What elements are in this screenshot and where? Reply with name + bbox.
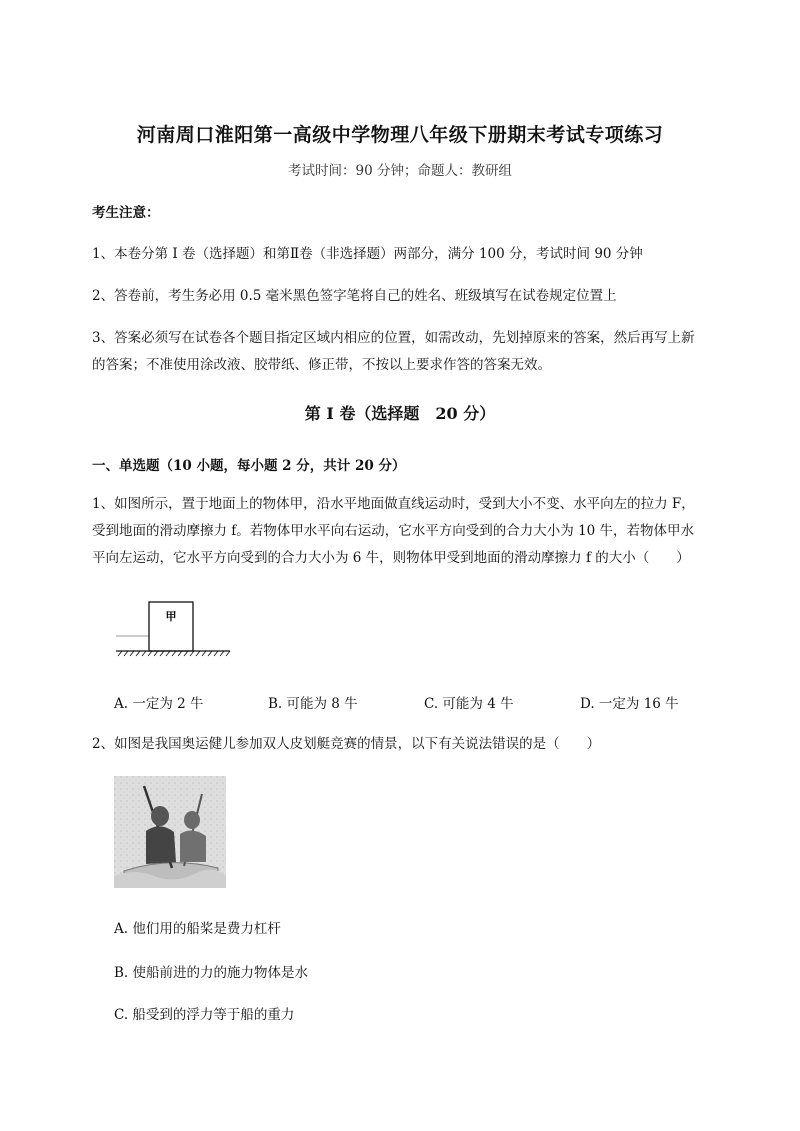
question-2-line-1: 2、如图是我国奥运健儿参加双人皮划艇竞赛的情景，以下有关说法错误的是（ ） (92, 736, 601, 752)
notice-heading: 考生注意： (92, 205, 160, 221)
notice-item-1: 1、本卷分第 I 卷（选择题）和第Ⅱ卷（非选择题）两部分，满分 100 分，考试时间 90 分钟 (92, 246, 643, 262)
question-2-option-a[interactable]: A. 他们用的船桨是费力杠杆 (114, 921, 281, 937)
question-1-option-b[interactable]: B. 可能为 8 牛 (268, 696, 358, 712)
notice-item-2: 2、答卷前，考生务必用 0.5 毫米黑色签字笔将自己的姓名、班级填写在试卷规定位置上 (92, 288, 617, 304)
block-label: 甲 (165, 610, 177, 623)
section-title: 第 I 卷（选择题 20 分） (304, 404, 496, 423)
question-1-option-c[interactable]: C. 可能为 4 牛 (424, 696, 514, 712)
question-1-option-d[interactable]: D. 一定为 16 牛 (580, 696, 679, 712)
kayak-race-photo (114, 776, 226, 888)
question-1-figure (114, 598, 232, 660)
question-1-line-3: 平向左运动，它水平方向受到的合力大小为 6 牛，则物体甲受到地面的滑动摩擦力 f 的大小（ ） (92, 550, 690, 566)
question-2-photo (114, 776, 226, 888)
question-1-option-a[interactable]: A. 一定为 2 牛 (114, 696, 204, 712)
question-group-heading: 一、单选题（10 小题，每小题 2 分，共计 20 分） (92, 458, 406, 474)
notice-item-3: 3、答案必须写在试卷各个题目指定区域内相应的位置，如需改动，先划掉原来的答案，然后再写上新 (92, 330, 695, 346)
question-2-option-c[interactable]: C. 船受到的浮力等于船的重力 (114, 1007, 295, 1023)
question-1-line-2: 受到地面的滑动摩擦力 f。若物体甲水平向右运动，它水平方向受到的合力大小为 10 牛，若物体甲水 (92, 523, 695, 539)
document-title: 河南周口淮阳第一高级中学物理八年级下册期末考试专项练习 (136, 124, 664, 146)
block-on-ground-diagram (114, 598, 232, 660)
notice-item-3-cont: 的答案；不准使用涂改液、胶带纸、修正带，不按以上要求作答的答案无效。 (92, 357, 551, 373)
document-subtitle: 考试时间：90 分钟；命题人：教研组 (288, 163, 512, 179)
question-1-line-1: 1、如图所示，置于地面上的物体甲，沿水平地面做直线运动时，受到大小不变、水平向左的拉力 F， (92, 496, 695, 512)
question-2-option-b[interactable]: B. 使船前进的力的施力物体是水 (114, 965, 309, 981)
